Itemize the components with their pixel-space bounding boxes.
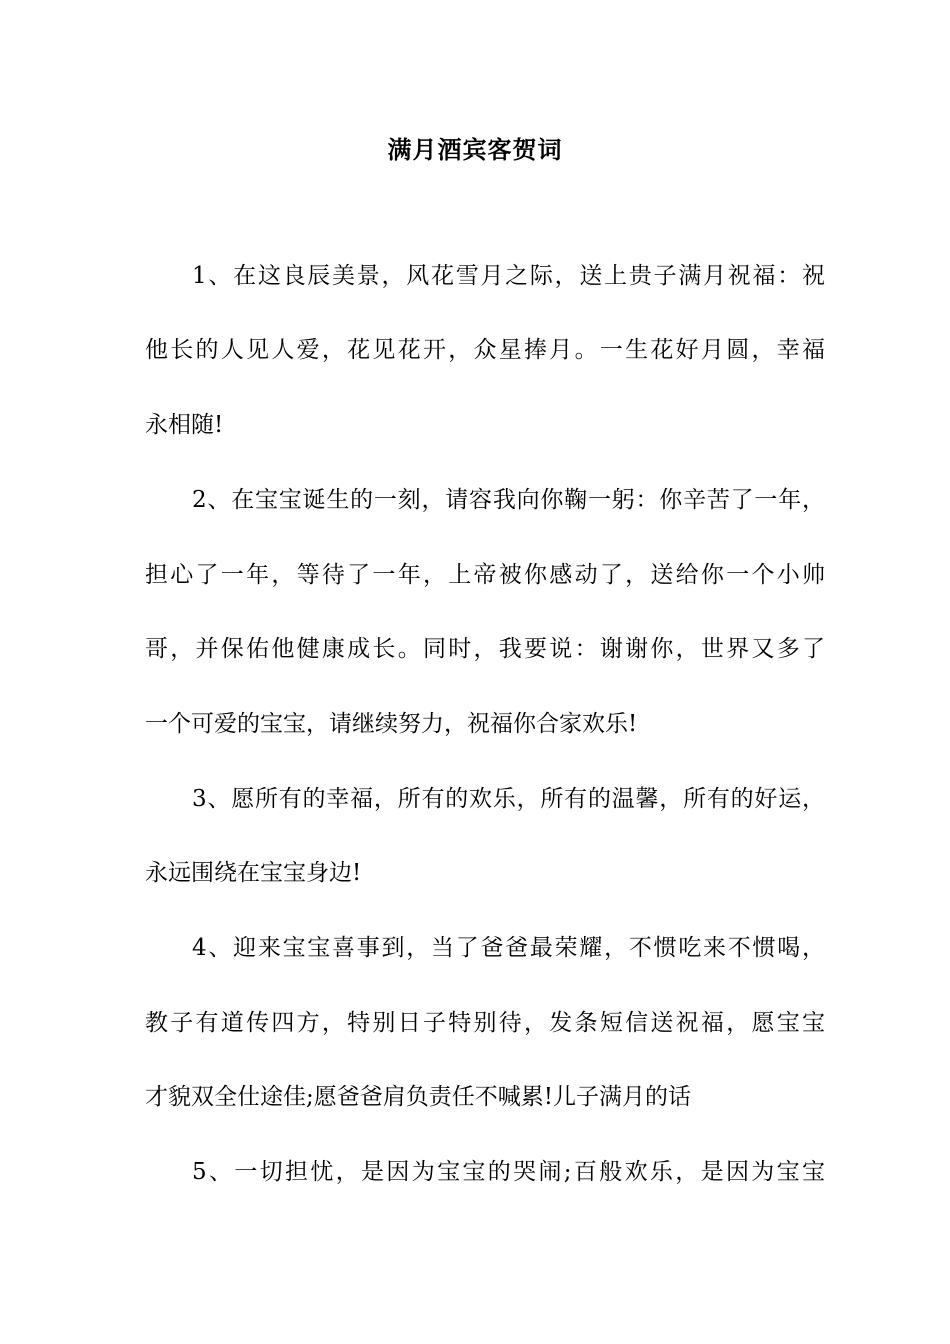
- paragraph-1-line-2: 他长的人见人爱，花见花开，众星捧月。一生花好月圆，幸福: [145, 337, 825, 363]
- paragraph-4-line-1: 4、迎来宝宝喜事到，当了爸爸最荣耀，不惯吃来不惯喝，: [192, 935, 825, 961]
- paragraph-2-line-4: 一个可爱的宝宝，请继续努力，祝福你合家欢乐!: [145, 711, 638, 737]
- paragraph-2-line-1: 2、在宝宝诞生的一刻，请容我向你鞠一躬：你辛苦了一年，: [192, 487, 825, 513]
- paragraph-1-line-3: 永相随!: [145, 412, 224, 438]
- paragraph-3-line-1: 3、愿所有的幸福，所有的欢乐，所有的温馨，所有的好运，: [192, 786, 825, 812]
- paragraph-3-line-2: 永远围绕在宝宝身边!: [145, 860, 362, 886]
- paragraph-2-line-3: 哥，并保佑他健康成长。同时，我要说：谢谢你，世界又多了: [145, 636, 825, 662]
- paragraph-5-line-1: 5、一切担忧，是因为宝宝的哭闹;百般欢乐，是因为宝宝: [192, 1159, 825, 1185]
- document-title: 满月酒宾客贺词: [387, 135, 563, 164]
- paragraph-4-line-3: 才貌双全仕途佳;愿爸爸肩负责任不喊累!儿子满月的话: [145, 1084, 691, 1110]
- paragraph-2-line-2: 担心了一年，等待了一年，上帝被你感动了，送给你一个小帅: [145, 562, 825, 588]
- paragraph-4-line-2: 教子有道传四方，特别日子特别待，发条短信送祝福，愿宝宝: [145, 1010, 825, 1036]
- paragraph-1-line-1: 1、在这良辰美景，风花雪月之际，送上贵子满月祝福：祝: [192, 263, 825, 289]
